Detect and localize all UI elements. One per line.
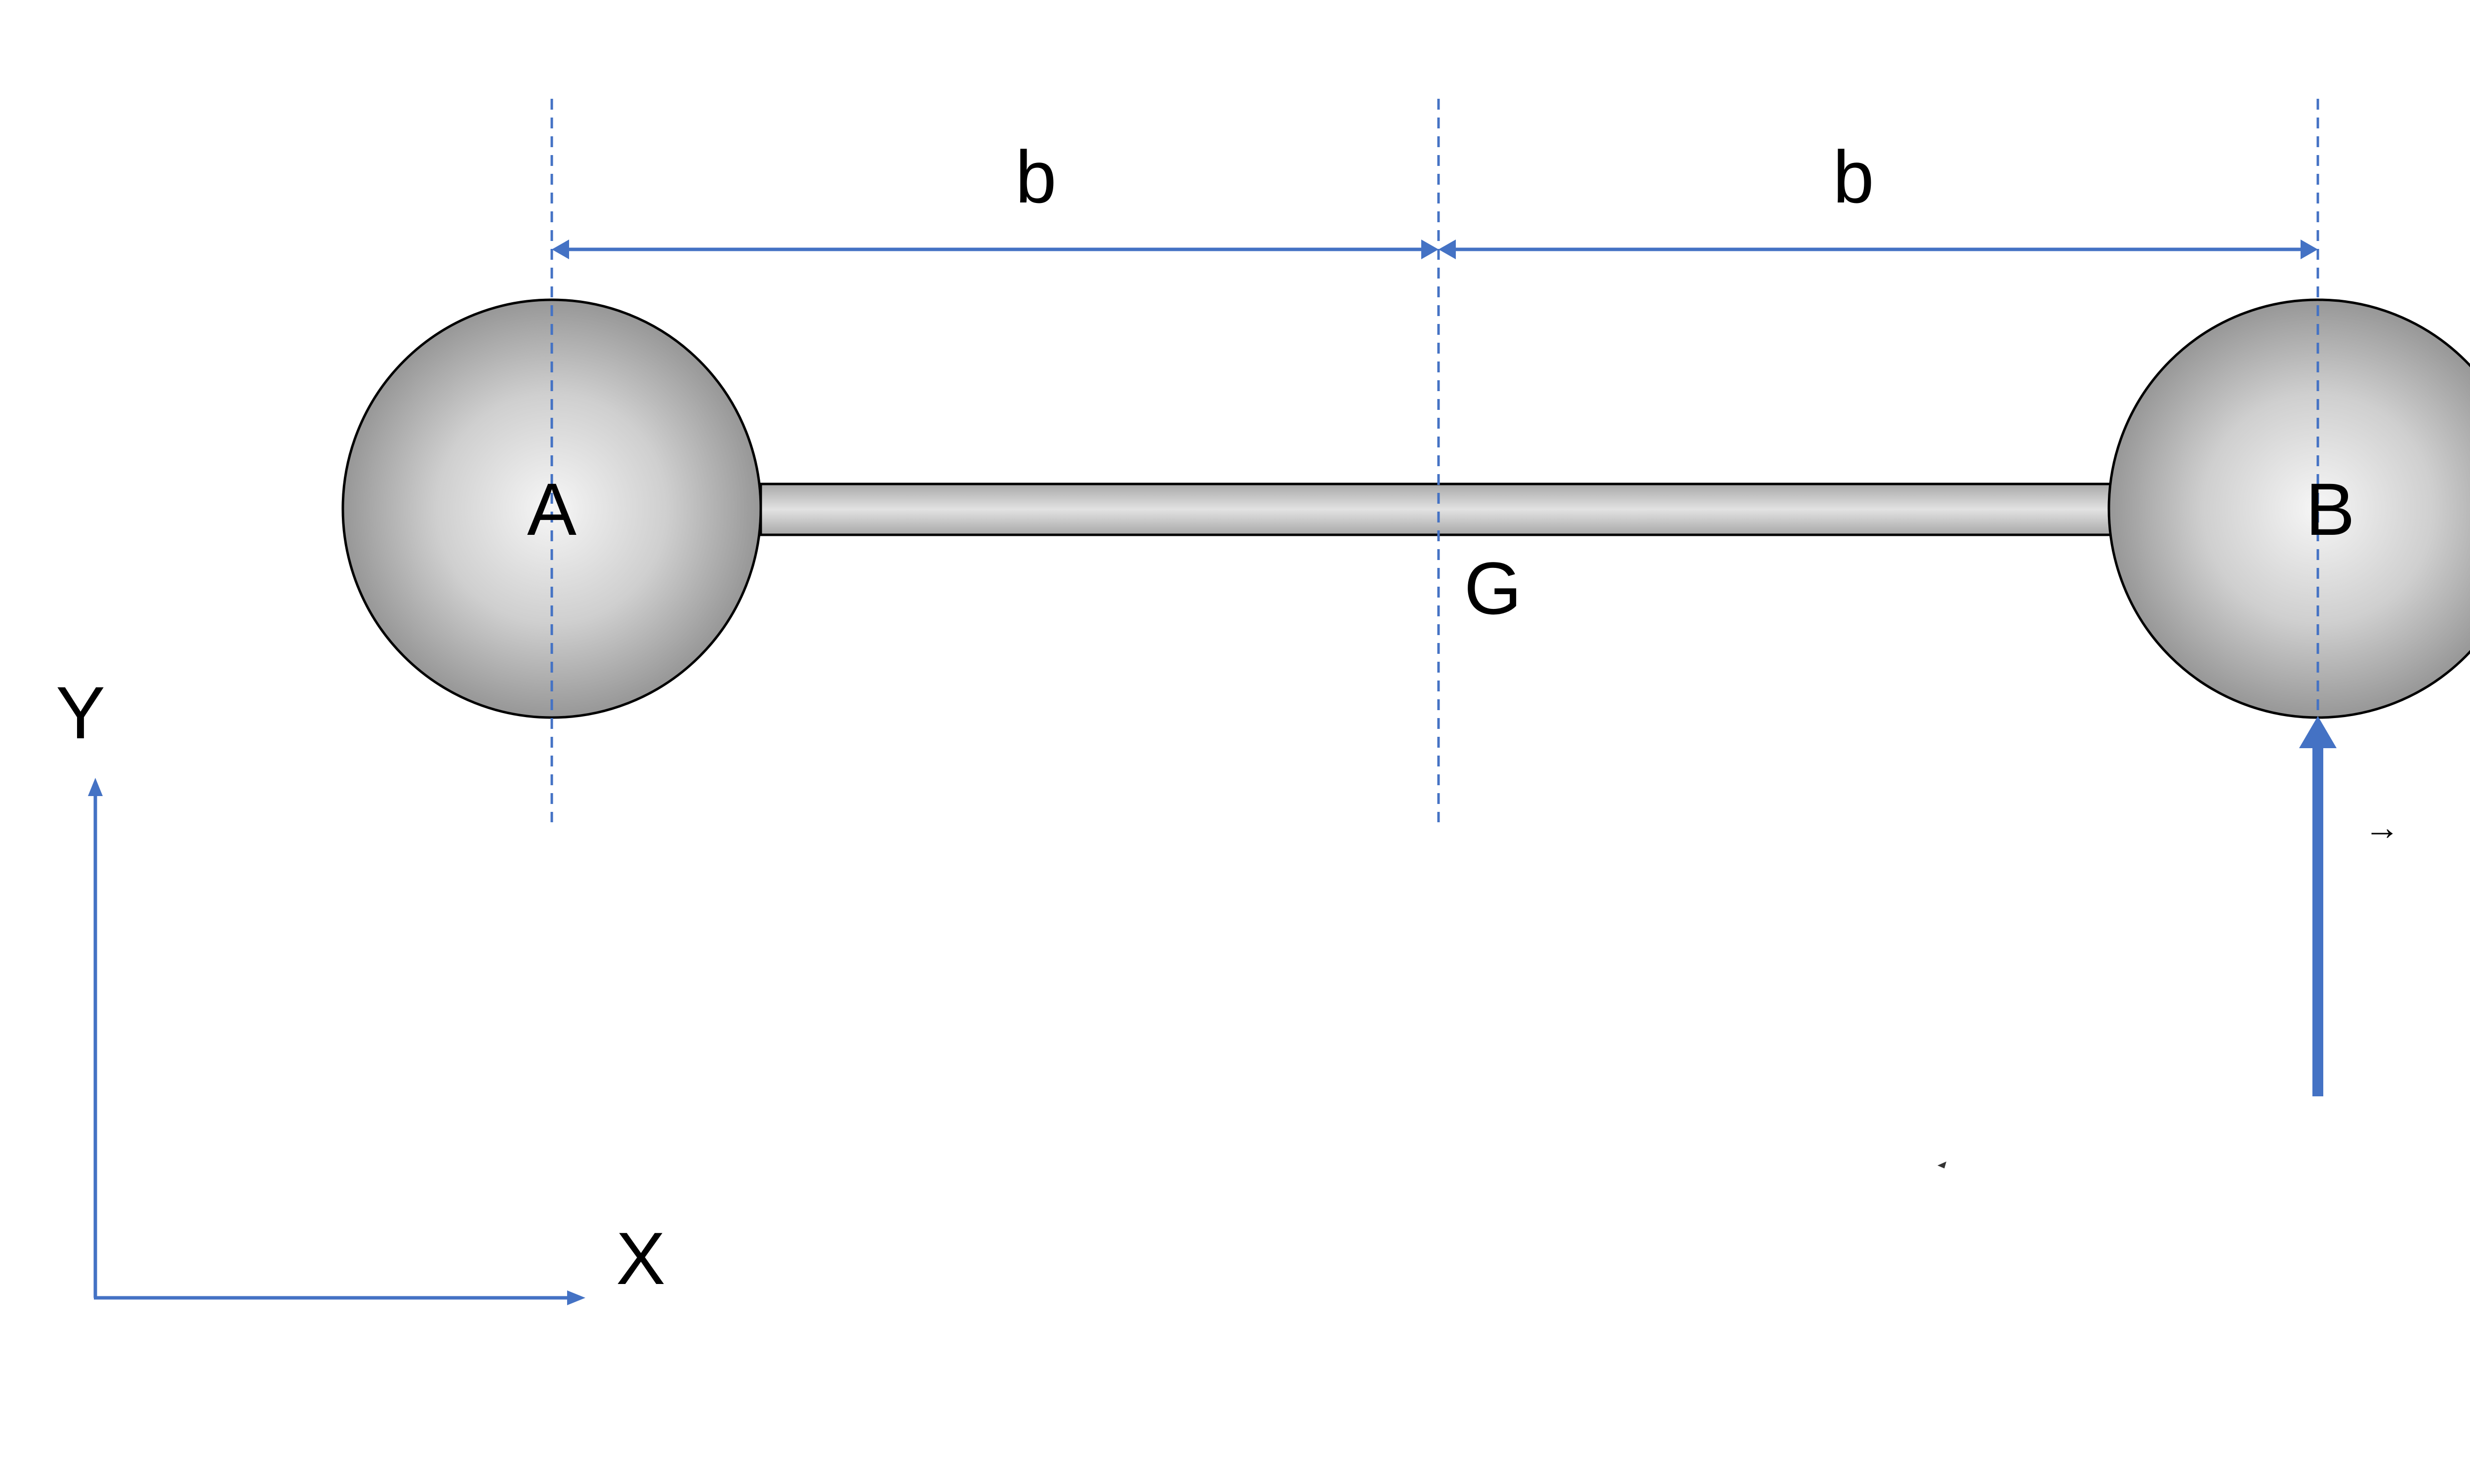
sphere-b bbox=[2109, 300, 2470, 718]
dimension-arrow-right bbox=[1439, 240, 2318, 259]
label-force-vector: → bbox=[2364, 808, 2400, 847]
label-dimension-right: b bbox=[1833, 135, 1874, 218]
label-axis-y: Y bbox=[55, 671, 106, 754]
x-axis-arrowhead bbox=[567, 1290, 585, 1305]
label-axis-x: X bbox=[616, 1217, 666, 1300]
connecting-rod bbox=[761, 484, 2119, 535]
dimension-arrow-left bbox=[552, 240, 1439, 259]
label-point-a: A bbox=[527, 468, 577, 551]
label-center-g: G bbox=[1464, 547, 1522, 630]
coordinate-axes bbox=[88, 778, 585, 1305]
y-axis-arrowhead bbox=[88, 778, 103, 796]
label-dimension-left: b bbox=[1015, 135, 1057, 218]
label-point-b: B bbox=[2305, 468, 2355, 551]
stray-mark bbox=[1937, 1162, 1946, 1168]
force-arrow bbox=[2299, 716, 2337, 1096]
